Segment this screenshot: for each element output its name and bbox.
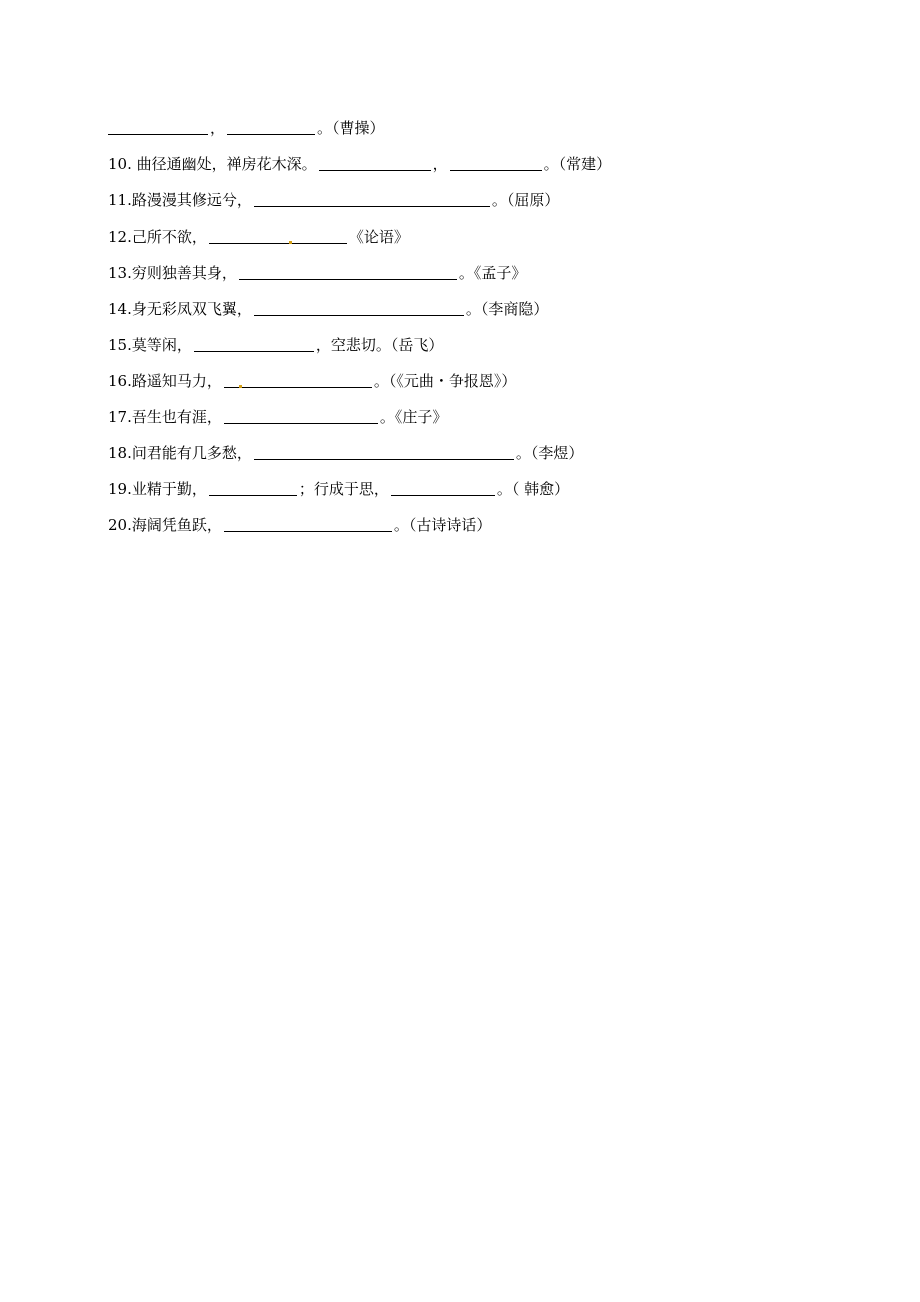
- question-text: 。（曹操）: [317, 119, 385, 137]
- answer-blank[interactable]: [224, 515, 392, 532]
- question-text: 18.问君能有几多愁，: [108, 444, 252, 462]
- question-line-12: [108, 225, 409, 249]
- question-line-17: [108, 405, 447, 429]
- answer-blank[interactable]: [224, 407, 378, 424]
- question-text: 12.己所不欲，: [108, 228, 207, 246]
- highlight-mark: [239, 385, 242, 388]
- answer-blank[interactable]: [227, 118, 315, 135]
- answer-blank[interactable]: [239, 263, 457, 280]
- question-text: ，空悲切。（岳飞）: [315, 336, 444, 354]
- answer-blank[interactable]: [254, 190, 490, 207]
- question-line-15: [108, 333, 443, 357]
- question-text: 《论语》: [348, 228, 409, 246]
- answer-blank[interactable]: [254, 299, 464, 316]
- question-text: 19.业精于勤，: [108, 480, 207, 498]
- question-text: 14.身无彩凤双飞翼，: [108, 300, 252, 318]
- question-text: 。（李煜）: [515, 444, 584, 462]
- question-line-13: [108, 261, 526, 285]
- question-text: 。（屈原）: [491, 191, 560, 209]
- question-text: 13.穷则独善其身，: [108, 264, 237, 282]
- question-line-14: [108, 297, 548, 321]
- question-text: 。《庄子》: [379, 408, 448, 426]
- answer-blank[interactable]: [108, 118, 208, 135]
- question-line-19: [108, 477, 569, 501]
- question-line-10: [108, 152, 611, 176]
- question-text: 20.海阔凭鱼跃，: [108, 516, 222, 534]
- answer-blank[interactable]: [254, 443, 514, 460]
- question-line-18: [108, 441, 583, 465]
- question-text: 。（古诗诗话）: [393, 516, 492, 534]
- question-text: 。《孟子》: [458, 264, 527, 282]
- question-text: 。（李商隐）: [465, 300, 549, 318]
- answer-blank[interactable]: [450, 154, 542, 171]
- answer-blank[interactable]: [391, 479, 495, 496]
- answer-blank[interactable]: [209, 227, 347, 244]
- question-text: ，: [432, 155, 448, 173]
- question-text: 。（《元曲・争报恩》）: [373, 372, 517, 390]
- question-text: 11.路漫漫其修远兮，: [108, 191, 252, 209]
- highlight-mark: [289, 241, 292, 244]
- question-line-11: [108, 188, 559, 212]
- question-line-20: [108, 513, 491, 537]
- question-text: 。（ 韩愈）: [496, 480, 570, 498]
- question-text: ，: [210, 119, 226, 137]
- question-text: 15.莫等闲，: [108, 336, 192, 354]
- answer-blank[interactable]: [319, 154, 431, 171]
- answer-blank[interactable]: [194, 335, 314, 352]
- answer-blank[interactable]: [224, 371, 372, 388]
- question-text: 16.路遥知马力，: [108, 372, 222, 390]
- question-text: 。（常建）: [543, 155, 612, 173]
- answer-blank[interactable]: [209, 479, 297, 496]
- question-text: 10. 曲径通幽处，禅房花木深。: [108, 155, 317, 173]
- question-text: ；行成于思，: [298, 480, 389, 498]
- question-line-16: [108, 369, 516, 393]
- question-text: 17.吾生也有涯，: [108, 408, 222, 426]
- question-line-9: [108, 116, 385, 140]
